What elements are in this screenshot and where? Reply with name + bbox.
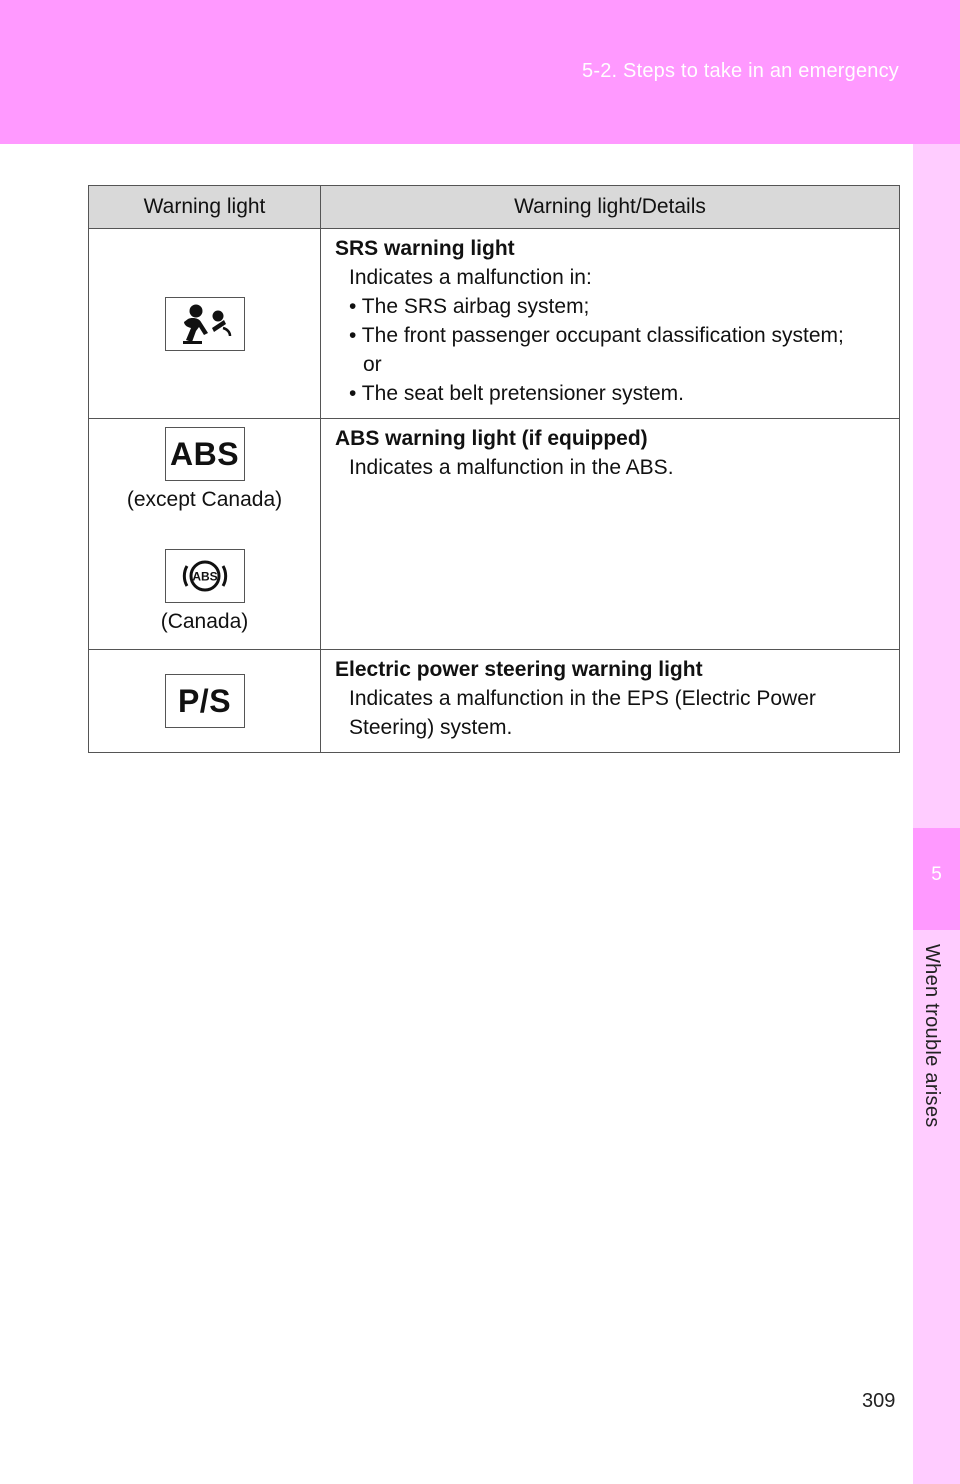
ps-icon-cell bbox=[89, 650, 321, 753]
section-title: 5-2. Steps to take in an emergency bbox=[582, 60, 899, 82]
abs-circle-icon bbox=[165, 549, 245, 603]
srs-icon-cell bbox=[89, 229, 321, 419]
abs-body: Indicates a malfunction in the ABS. bbox=[349, 456, 674, 479]
table-row-power-steering bbox=[89, 650, 900, 753]
srs-intro: Indicates a malfunction in: bbox=[349, 266, 592, 289]
ps-title: Electric power steering warning light bbox=[335, 658, 703, 681]
page-number: 309 bbox=[862, 1390, 896, 1412]
chapter-number: 5 bbox=[931, 864, 942, 885]
abs-icon-cell bbox=[89, 419, 321, 650]
abs-title: ABS warning light (if equipped) bbox=[335, 427, 648, 450]
srs-details bbox=[321, 229, 900, 419]
table-row-srs bbox=[89, 229, 900, 419]
table-header-row bbox=[89, 186, 900, 229]
header-details: Warning light/Details bbox=[321, 186, 900, 229]
ps-details bbox=[321, 650, 900, 753]
srs-bullet-2: • The front passenger occupant classification system; bbox=[349, 324, 844, 347]
ps-body-line-2: Steering) system. bbox=[349, 716, 513, 739]
warning-light-table bbox=[88, 185, 900, 753]
abs-details bbox=[321, 419, 900, 650]
srs-title: SRS warning light bbox=[335, 237, 515, 260]
abs-caption-except-canada: (except Canada) bbox=[126, 488, 283, 511]
abs-text-icon: ABS bbox=[165, 427, 245, 481]
chapter-label: When trouble arises bbox=[921, 944, 943, 1128]
svg-text:ABS: ABS bbox=[191, 569, 218, 584]
table-row-abs bbox=[89, 419, 900, 650]
airbag-occupant-icon bbox=[165, 297, 245, 351]
header-warning-light: Warning light bbox=[89, 186, 321, 229]
ps-body-line-1: Indicates a malfunction in the EPS (Electric Power bbox=[349, 687, 816, 710]
srs-bullet-3: • The seat belt pretensioner system. bbox=[349, 382, 684, 405]
srs-bullet-1: • The SRS airbag system; bbox=[349, 295, 590, 318]
abs-caption-canada: (Canada) bbox=[160, 610, 249, 633]
chapter-side-tab bbox=[913, 144, 960, 1484]
power-steering-icon: P/S bbox=[165, 674, 245, 728]
srs-bullet-2-cont: or bbox=[363, 353, 382, 376]
